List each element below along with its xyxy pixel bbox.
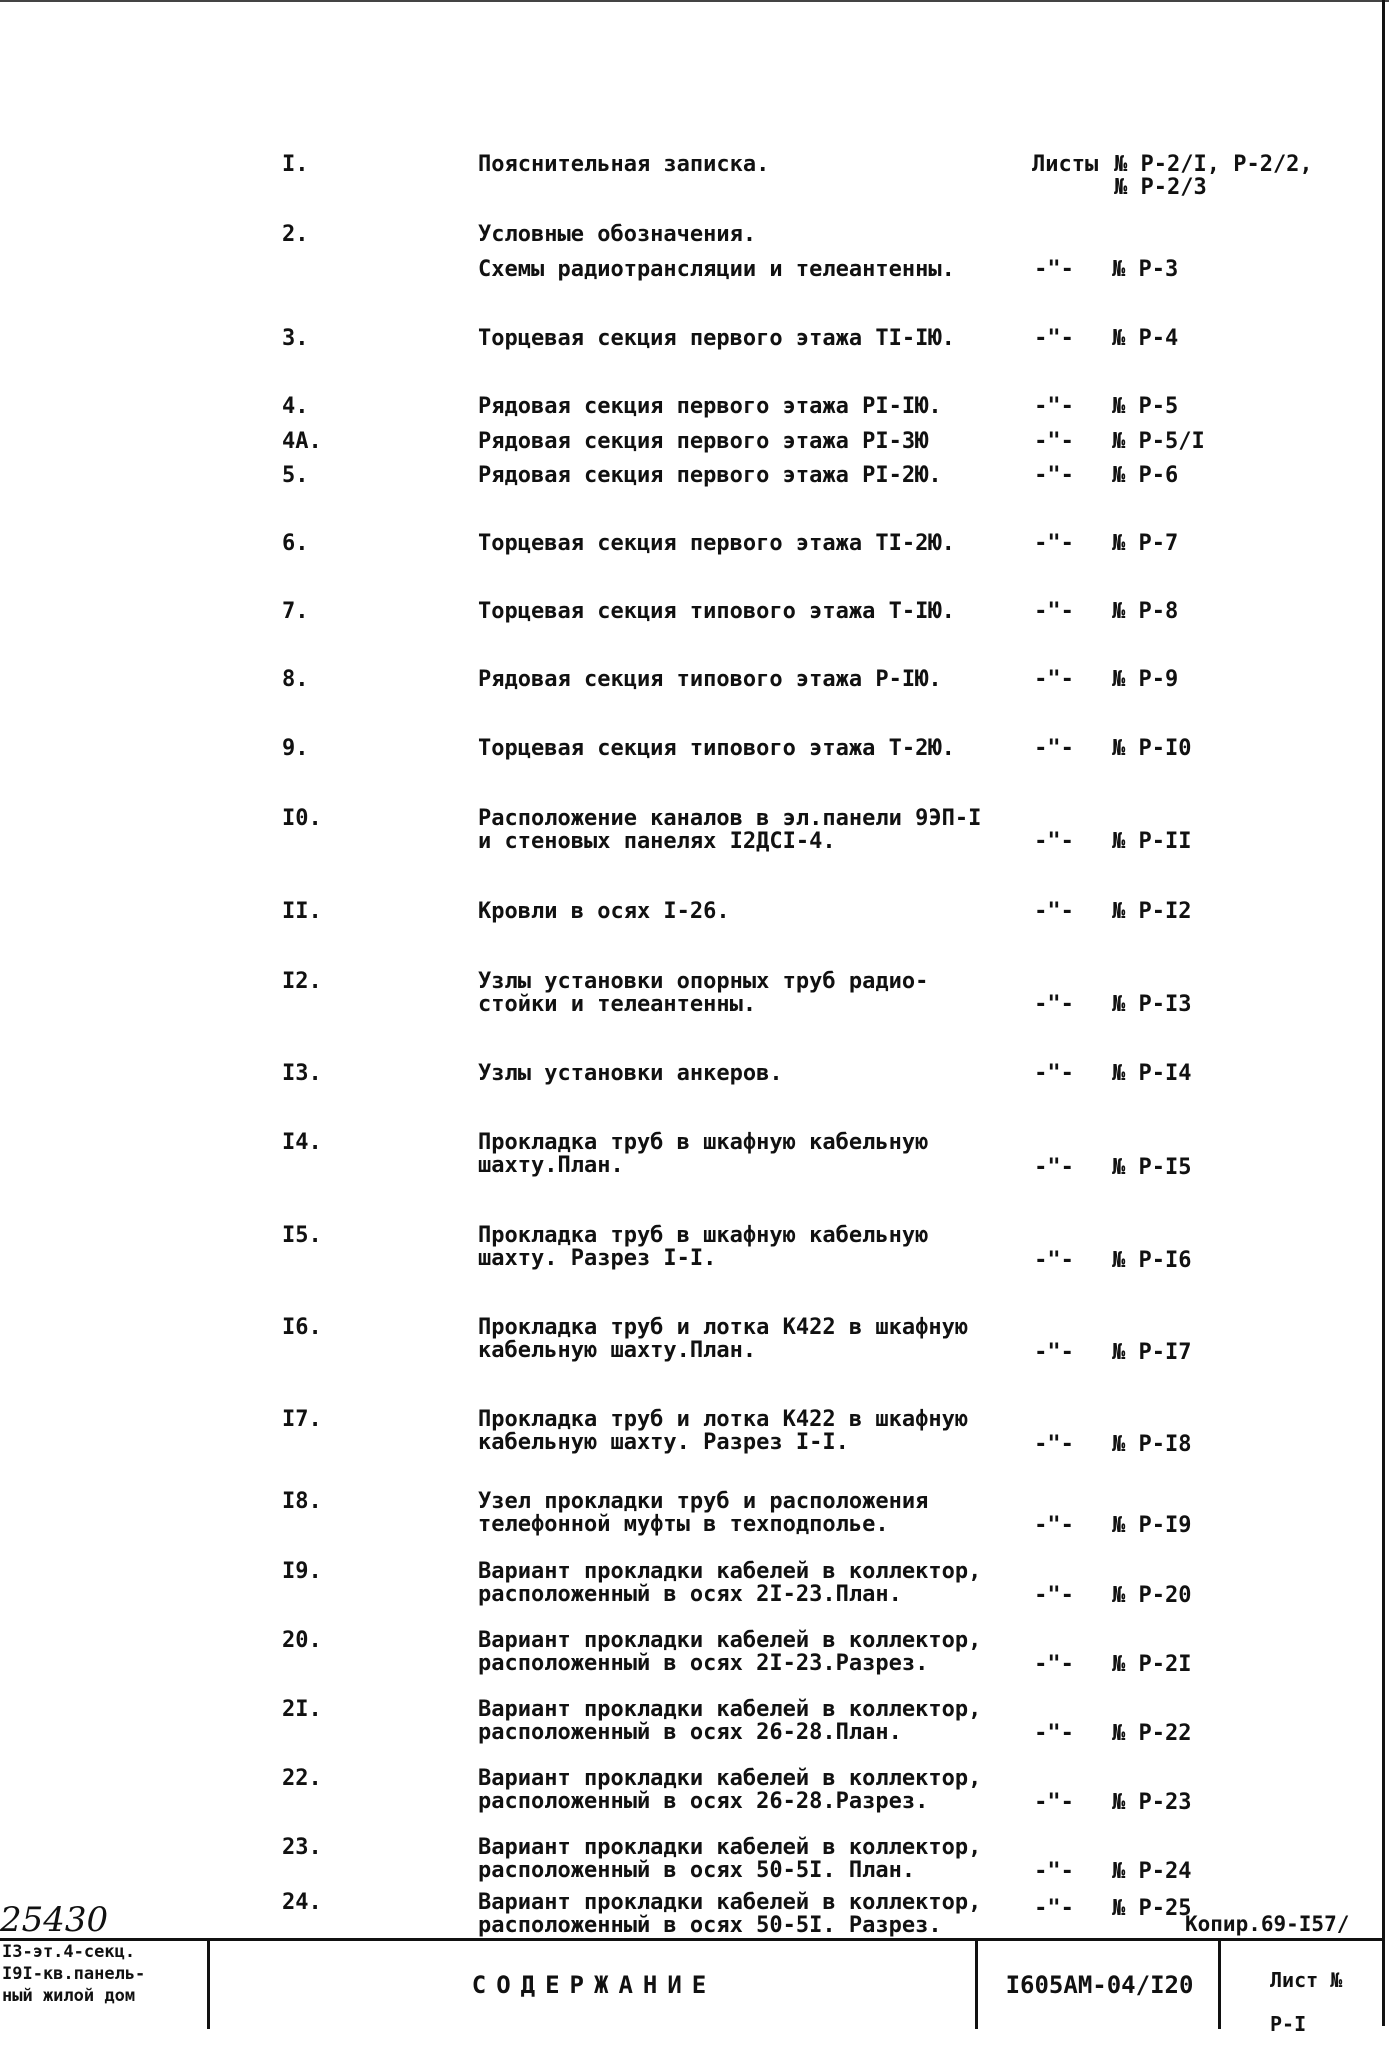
ditto-mark: -"-: [1034, 1432, 1074, 1457]
row-sheet-number: № Р-I2: [1112, 899, 1192, 924]
ditto-mark: -"-: [1034, 257, 1074, 282]
row-sheet-number: № Р-23: [1112, 1790, 1192, 1815]
row-title: Узел прокладки труб и расположения телефонной муфты в техподполье.: [478, 1489, 929, 1537]
ditto-mark: -"-: [1034, 667, 1074, 692]
row-number: 22.: [282, 1766, 322, 1791]
row-title: Прокладка труб в шкафную кабельную шахту.План.: [478, 1130, 929, 1178]
sheet-number-value: Р-I: [1270, 2012, 1307, 2036]
row-number: 23.: [282, 1835, 322, 1860]
row-sheet-number: № Р-20: [1112, 1583, 1192, 1608]
row-title: Рядовая секция первого этажа РI-IЮ.: [478, 394, 942, 419]
row-number: I5.: [282, 1223, 322, 1248]
row-title: Торцевая секция типового этажа Т-2Ю.: [478, 736, 955, 761]
row-title: Узлы установки опорных труб радио- стойки и телеантенны.: [478, 969, 929, 1017]
project-description: I3-эт.4-секц. I9I-кв.панель- ный жилой дом: [0, 1941, 210, 2029]
ditto-mark: -"-: [1034, 1248, 1074, 1273]
row-number: 2I.: [282, 1697, 322, 1722]
ditto-mark: -"-: [1034, 1896, 1074, 1921]
row-title: Условные обозначения.: [478, 222, 757, 247]
row-sheet-number: № Р-24: [1112, 1859, 1192, 1884]
row-number: 6.: [282, 531, 309, 556]
ditto-mark: -"-: [1034, 899, 1074, 924]
row-title: Вариант прокладки кабелей в коллектор, расположенный в осях 2I-23.План.: [478, 1559, 982, 1607]
row-title: Расположение каналов в эл.панели 9ЭП-I и стеновых панелях I2ДСI-4.: [478, 806, 982, 854]
row-number: I6.: [282, 1315, 322, 1340]
ditto-mark: -"-: [1034, 1583, 1074, 1608]
row-title: Вариант прокладки кабелей в коллектор, расположенный в осях 26-28.Разрез.: [478, 1766, 982, 1814]
row-sheet-number: № Р-I7: [1112, 1340, 1192, 1365]
row-number: 4.: [282, 394, 309, 419]
row-number: II.: [282, 899, 322, 924]
row-number: 9.: [282, 736, 309, 761]
row-sheet-number: № Р-5/I: [1112, 429, 1205, 454]
row-sheet-number: № Р-6: [1112, 463, 1179, 488]
row-title: Вариант прокладки кабелей в коллектор, расположенный в осях 50-5I. Разрез.: [478, 1890, 982, 1938]
row-sheet-number: № Р-25: [1112, 1896, 1192, 1921]
document-code: I605АМ-04/I20: [981, 1941, 1221, 2029]
row-sheet-number: № Р-9: [1112, 667, 1179, 692]
row-title: Узлы установки анкеров.: [478, 1061, 783, 1086]
row-number: 24.: [282, 1890, 322, 1915]
row-sheet-number: № Р-I5: [1112, 1155, 1192, 1180]
row-sheet-number: № Р-5: [1112, 394, 1179, 419]
row-number: I2.: [282, 969, 322, 994]
row-sheet-number: № Р-I9: [1112, 1513, 1192, 1538]
row-title: Рядовая секция первого этажа РI-2Ю.: [478, 463, 942, 488]
ditto-mark: -"-: [1034, 1513, 1074, 1538]
row-number: 20.: [282, 1628, 322, 1653]
ditto-mark: -"-: [1034, 531, 1074, 556]
ditto-mark: -"-: [1034, 326, 1074, 351]
row-title: Прокладка труб и лотка К422 в шкафную кабельную шахту.План.: [478, 1315, 969, 1363]
document-heading: СОДЕРЖАНИЕ: [213, 1941, 978, 2029]
row-number: 3.: [282, 326, 309, 351]
row-sheet-number: № Р-8: [1112, 599, 1179, 624]
row-title: Кровли в осях I-26.: [478, 899, 730, 924]
row-sheet-number: № Р-I6: [1112, 1248, 1192, 1273]
row-number: I3.: [282, 1061, 322, 1086]
row-sheet-number: № Р-7: [1112, 531, 1179, 556]
ditto-mark: -"-: [1034, 1155, 1074, 1180]
row-number: 7.: [282, 599, 309, 624]
sheet-number-cell: [1224, 1941, 1384, 2036]
row-title: Рядовая секция первого этажа РI-3Ю: [478, 429, 929, 454]
ditto-mark: -"-: [1034, 463, 1074, 488]
row-sheet-number: № Р-I0: [1112, 736, 1192, 761]
row-title: Торцевая секция первого этажа ТI-2Ю.: [478, 531, 955, 556]
ditto-mark: -"-: [1034, 1721, 1074, 1746]
ditto-mark: -"-: [1034, 394, 1074, 419]
row-sheet-number: № Р-I3: [1112, 992, 1192, 1017]
row-number: I.: [282, 152, 309, 177]
ditto-mark: -"-: [1034, 992, 1074, 1017]
copy-note: Копир.69-I57/: [1185, 1912, 1350, 1936]
row-sheet-number: № Р-2I: [1112, 1652, 1192, 1677]
row-title: Вариант прокладки кабелей в коллектор, расположенный в осях 26-28.План.: [478, 1697, 982, 1745]
row-number: I7.: [282, 1407, 322, 1432]
row-number: 4А.: [282, 429, 322, 454]
ditto-mark: -"-: [1034, 429, 1074, 454]
row-sheet-number: № Р-4: [1112, 326, 1179, 351]
ditto-mark: -"-: [1034, 829, 1074, 854]
sheet-number-label: Лист №: [1270, 1968, 1343, 1992]
row-number: I0.: [282, 806, 322, 831]
row-title: Вариант прокладки кабелей в коллектор, расположенный в осях 50-5I. План.: [478, 1835, 982, 1883]
ditto-mark: -"-: [1034, 1652, 1074, 1677]
ditto-mark: -"-: [1034, 1061, 1074, 1086]
row-number: I4.: [282, 1130, 322, 1155]
ditto-mark: -"-: [1034, 736, 1074, 761]
ditto-mark: -"-: [1034, 1790, 1074, 1815]
row-title: Торцевая секция типового этажа Т-IЮ.: [478, 599, 955, 624]
handwritten-inventory-number: 25430: [0, 1900, 109, 1940]
title-block: [0, 1938, 1385, 2036]
row-number: 8.: [282, 667, 309, 692]
row-title: Пояснительная записка.: [478, 152, 770, 177]
row-title: Торцевая секция первого этажа ТI-IЮ.: [478, 326, 955, 351]
row-title: Прокладка труб в шкафную кабельную шахту. Разрез I-I.: [478, 1223, 929, 1271]
row-number: I9.: [282, 1559, 322, 1584]
row-number: 2.: [282, 222, 309, 247]
row-sheet-number: № Р-I4: [1112, 1061, 1192, 1086]
sheets-label: Листы: [1032, 152, 1099, 177]
row-number: I8.: [282, 1489, 322, 1514]
row-sheet-number: № Р-I8: [1112, 1432, 1192, 1457]
row-sheet-number: № Р-2/I, Р-2/2, № Р-2/3: [1114, 152, 1313, 200]
ditto-mark: -"-: [1034, 1340, 1074, 1365]
row-number: 5.: [282, 463, 309, 488]
row-sheet-number: № Р-II: [1112, 829, 1192, 854]
row-title: Рядовая секция типового этажа Р-IЮ.: [478, 667, 942, 692]
row-title: Прокладка труб и лотка К422 в шкафную кабельную шахту. Разрез I-I.: [478, 1407, 969, 1455]
row-title: Схемы радиотрансляции и телеантенны.: [478, 257, 955, 282]
ditto-mark: -"-: [1034, 1859, 1074, 1884]
row-title: Вариант прокладки кабелей в коллектор, расположенный в осях 2I-23.Разрез.: [478, 1628, 982, 1676]
row-sheet-number: № Р-22: [1112, 1721, 1192, 1746]
row-sheet-number: № Р-3: [1112, 257, 1179, 282]
ditto-mark: -"-: [1034, 599, 1074, 624]
